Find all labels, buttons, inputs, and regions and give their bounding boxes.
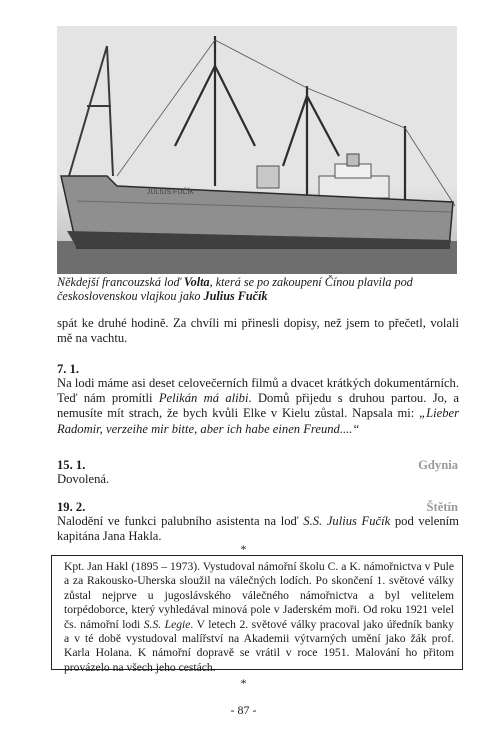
entry-text: Na lodi máme asi deset celovečerních filmů a dvacet krátkých dokumentárních. Teď nám promítli Pelikán má alibi. Domů přijedu s druhou partou. Jo, a nemusíte mít strach, že bych kvůli Elke v Kielu zůstal. Napsala mi: „Lieber Radomir, verzeihe mir bitte, aber ich habe einen Freund....“ xyxy=(57,376,459,436)
caption-ship-volta: Volta xyxy=(183,275,210,289)
letter-quote: „Lieber Radomir, verzeihe mir bitte, aber ich habe einen Freund....“ xyxy=(57,406,459,436)
entry-text: Nalodění ve funkci palubního asistenta na loď S.S. Julius Fučík pod velením kapitána Jana Hakla. xyxy=(57,514,459,544)
caption-text: Někdejší francouzská loď xyxy=(57,275,184,289)
footnote-ship: S.S. Legie xyxy=(143,617,191,631)
film-title: Pelikán má alibi xyxy=(158,391,249,406)
caption-text: , která se po zakoupení Čínou plavila pod československou vlajkou jako xyxy=(57,275,413,303)
separator-star: * xyxy=(240,676,247,690)
ship-name: S.S. Julius Fučík xyxy=(303,514,391,528)
ship-illustration xyxy=(57,26,457,274)
page-number: - 87 - xyxy=(230,703,257,717)
ship-photo xyxy=(57,26,457,274)
separator-star: * xyxy=(240,542,247,556)
entry-place: Štětín xyxy=(426,500,458,514)
entry-date: 15. 1. xyxy=(57,458,86,472)
footnote-box: Kpt. Jan Hakl (1895 – 1973). Vystudoval námořní školu C. a K. námořnictva v Pule a za Rakousko-Uherska sloužil na válečných lodích. Po skončení 1. světové války zůstal nejprve u jugoslávského válečného námořnictva a byl velitelem torpédoborce, který vyhledával minová pole v Jaderském moři. Od roku 1921 velel čs. námořní lodi S.S. Legie. V letech 2. světové války pracoval jako úředník banky a v té době vystudoval malířství na Akademii výtvarných umění jako žák prof. Karla Holana. K námořní dopravě se vrátil v roce 1951. Malování ho přitom provázelo na všech jeho cestách. xyxy=(51,555,463,670)
entry-date: 7. 1. xyxy=(57,362,80,376)
hull-name: JULIUS FUČÍK xyxy=(147,189,195,196)
photo-caption xyxy=(57,275,459,303)
intro-paragraph: spát ke druhé hodině. Za chvíli mi přinesli dopisy, než jsem to přečetl, volali mě na vachtu. xyxy=(57,316,459,346)
entry-date: 19. 2. xyxy=(57,500,86,514)
entry-place: Gdynia xyxy=(418,458,458,472)
caption-ship-fucik: Julius Fučík xyxy=(203,289,268,303)
entry-text: Dovolená. xyxy=(57,472,110,486)
